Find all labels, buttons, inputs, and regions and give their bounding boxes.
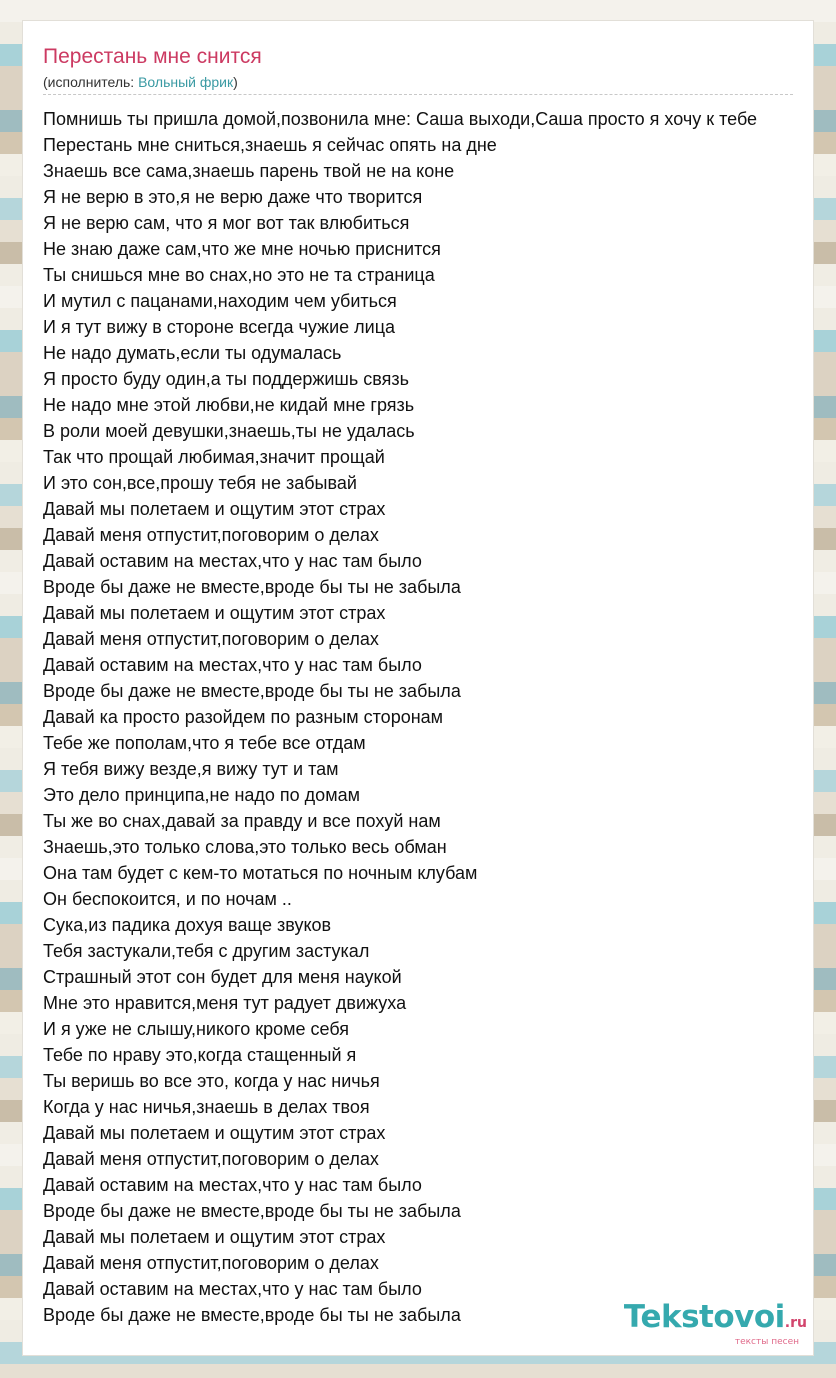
lyric-line: Сука,из падика дохуя ваще звуков <box>43 915 332 935</box>
lyric-line: Вроде бы даже не вместе,вроде бы ты не забыла <box>43 1201 461 1221</box>
lyric-line: И я уже не слышу,никого кроме себя <box>43 1019 349 1039</box>
lyric-line: Давай мы полетаем и ощутим этот страх <box>43 1227 386 1247</box>
lyric-line: Он беспокоится, и по ночам .. <box>43 889 292 909</box>
lyric-line: Это дело принципа,не надо по домам <box>43 785 360 805</box>
page-title: Перестань мне снится <box>43 45 262 68</box>
logo-tagline: тексты песен <box>734 1337 799 1347</box>
lyric-line: Не надо думать,если ты одумалась <box>43 343 342 363</box>
title-divider <box>43 94 793 95</box>
lyric-line: Вроде бы даже не вместе,вроде бы ты не забыла <box>43 1305 461 1325</box>
performer-line <box>43 74 238 90</box>
logo-main-text: Tekstovoi <box>623 1299 785 1335</box>
lyric-line: Ты же во снах,давай за правду и все похуй нам <box>43 811 441 831</box>
performer-prefix: (исполнитель: <box>43 74 139 90</box>
lyric-line: Я не верю сам, что я мог вот так влюбиться <box>43 213 410 233</box>
lyric-line: Я тебя вижу везде,я вижу тут и там <box>43 759 339 779</box>
lyric-line: И это сон,все,прошу тебя не забывай <box>43 473 357 493</box>
lyric-line: Не надо мне этой любви,не кидай мне грязь <box>43 395 415 415</box>
site-logo[interactable] <box>624 1300 807 1347</box>
lyric-line: Давай оставим на местах,что у нас там было <box>43 1175 422 1195</box>
lyric-line: Давай ка просто разойдем по разным сторонам <box>43 707 444 727</box>
lyric-line: И мутил с пацанами,находим чем убиться <box>43 291 397 311</box>
lyric-line: Давай меня отпустит,поговорим о делах <box>43 525 379 545</box>
performer-link[interactable]: Вольный фрик <box>138 74 234 90</box>
lyric-line: Я не верю в это,я не верю даже что творится <box>43 187 423 207</box>
lyric-line: Вроде бы даже не вместе,вроде бы ты не забыла <box>43 577 461 597</box>
lyric-line: Когда у нас ничья,знаешь в делах твоя <box>43 1097 370 1117</box>
lyric-line: Давай мы полетаем и ощутим этот страх <box>43 499 386 519</box>
lyric-line: Я просто буду один,а ты поддержишь связь <box>43 369 409 389</box>
lyrics-card <box>22 20 814 1356</box>
lyric-line: Знаешь все сама,знаешь парень твой не на коне <box>43 161 455 181</box>
lyric-line: Давай меня отпустит,поговорим о делах <box>43 629 379 649</box>
logo-tld: .ru <box>784 1315 807 1331</box>
lyric-line: Тебя застукали,тебя с другим застукал <box>43 941 370 961</box>
lyric-line: Давай мы полетаем и ощутим этот страх <box>43 603 386 623</box>
lyric-line: Давай мы полетаем и ощутим этот страх <box>43 1123 386 1143</box>
lyric-line: Перестань мне сниться,знаешь я сейчас опять на дне <box>43 135 497 155</box>
lyric-line: Давай оставим на местах,что у нас там было <box>43 551 422 571</box>
lyric-line: Вроде бы даже не вместе,вроде бы ты не забыла <box>43 681 461 701</box>
lyric-line: Тебе по нраву это,когда стащенный я <box>43 1045 357 1065</box>
lyric-line: Давай меня отпустит,поговорим о делах <box>43 1149 379 1169</box>
lyric-line: Давай оставим на местах,что у нас там было <box>43 1279 422 1299</box>
lyric-line: Давай оставим на местах,что у нас там было <box>43 655 422 675</box>
lyrics-text <box>43 106 757 1328</box>
performer-suffix: ) <box>233 74 238 90</box>
lyric-line: Знаешь,это только слова,это только весь обман <box>43 837 447 857</box>
lyric-line: Не знаю даже сам,что же мне ночью приснится <box>43 239 441 259</box>
logo-wordmark <box>624 1300 807 1340</box>
lyric-line: Давай меня отпустит,поговорим о делах <box>43 1253 379 1273</box>
lyric-line: Ты веришь во все это, когда у нас ничья <box>43 1071 380 1091</box>
lyric-line: Мне это нравится,меня тут радует движуха <box>43 993 407 1013</box>
lyric-line: Так что прощай любимая,значит прощай <box>43 447 385 467</box>
lyric-line: Страшный этот сон будет для меня наукой <box>43 967 402 987</box>
lyric-line: Тебе же пополам,что я тебе все отдам <box>43 733 366 753</box>
lyric-line: Помнишь ты пришла домой,позвонила мне: Саша выходи,Саша просто я хочу к тебе <box>43 109 758 129</box>
lyric-line: И я тут вижу в стороне всегда чужие лица <box>43 317 396 337</box>
lyric-line: В роли моей девушки,знаешь,ты не удалась <box>43 421 415 441</box>
lyric-line: Ты снишься мне во снах,но это не та страница <box>43 265 435 285</box>
lyric-line: Она там будет с кем-то мотаться по ночным клубам <box>43 863 478 883</box>
